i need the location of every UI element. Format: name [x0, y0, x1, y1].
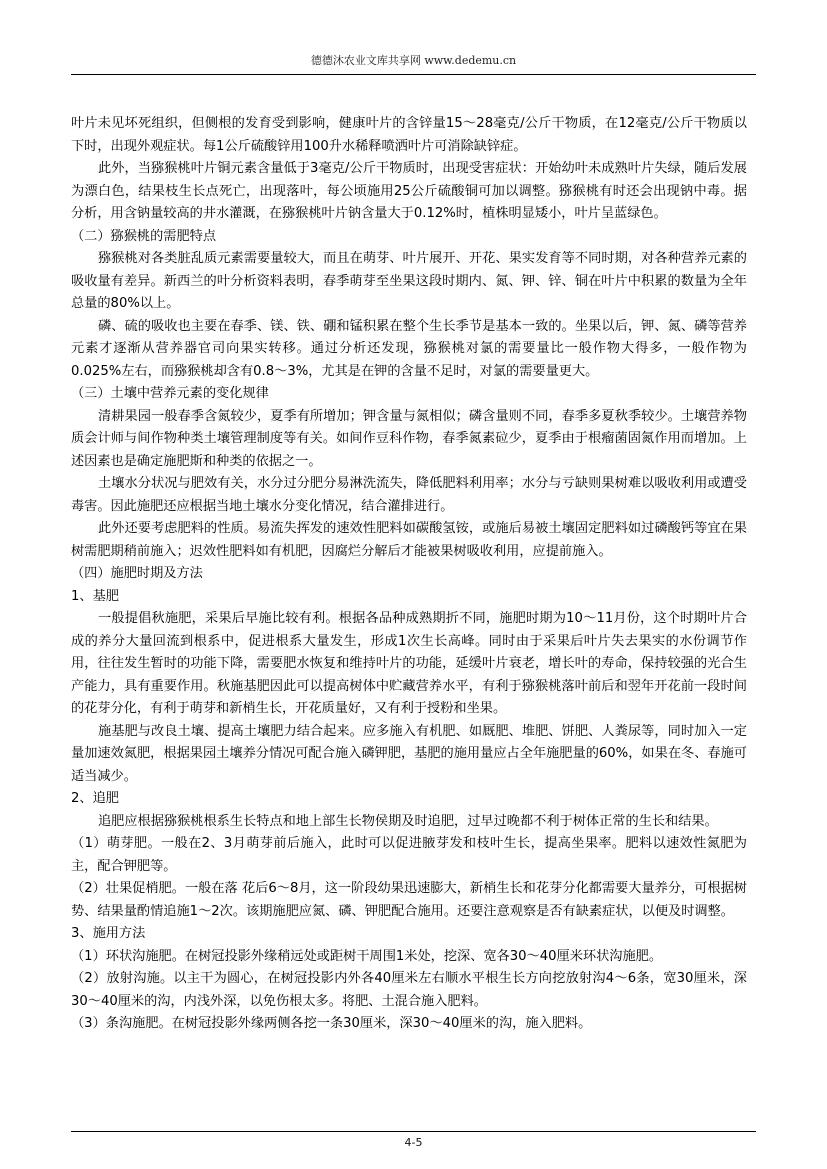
- subsection-heading: 2、追肥: [71, 791, 119, 806]
- section-heading: （二）猕猴桃的需肥特点: [71, 228, 217, 244]
- header-divider: [71, 74, 756, 75]
- list-item: （2）放射沟施。以主干为圆心，在树冠投影内外各40厘米左右顺水平根生长方向挖放射沟4～6条，宽30厘米，深30～40厘米的沟，内浅外深，以免伤根太多。将肥、土混合施入肥料。: [71, 971, 747, 1009]
- paragraph: 清耕果园一般春季含氮较少，夏季有所增加；钾含量与氮相似；磷含量则不同，春季多夏秋季较少。土壤营养物质会计师与间作物种类土壤管理制度等有关。如间作豆科作物，春季氮素砬少，夏季由于根瘤菌固氮作用而增加。上述因素也是确定施肥斯和种类的依据之一。: [71, 408, 747, 469]
- page-number: 4-5: [404, 1136, 423, 1149]
- paragraph: 此外还要考虑肥料的性质。易流失挥发的速效性肥料如碳酸氢铵，或施后易被土壤固定肥料如过磷酸钙等宜在果树需肥期稍前施入；迟效性肥料如有机肥，因腐烂分解后才能被果树吸收利用，应提前施入。: [71, 521, 747, 559]
- paragraph: 追肥应根据猕猴桃根系生长特点和地上部生长物侯期及时追肥，过早过晚都不利于树体正常的生长和结果。: [98, 813, 718, 829]
- paragraph: 土壤水分状况与肥效有关，水分过分肥分易淋洗流失，降低肥料利用率；水分与亏缺则果树难以吸收利用或遭受毒害。因此施肥还应根据当地土壤水分变化情况，结合灌排进行。: [71, 476, 747, 514]
- list-item: （1）萌芽肥。一般在2、3月萌芽前后施入，此时可以促进腋芽发和枝叶生长，提高坐果率。肥料以速效性氮肥为主，配合钾肥等。: [71, 836, 747, 874]
- paragraph: 施基肥与改良土壤、提高土壤肥力结合起来。应多施入有机肥、如厩肥、堆肥、饼肥、人粪尿等，同时加入一定量加速效氮肥，根据果园土壤养分情况可配合施入磷钾肥，基肥的施用量应占全年施肥量的60%，如果在冬、春施可适当减少。: [71, 723, 747, 784]
- section-heading: （四）施肥时期及方法: [71, 566, 203, 581]
- list-item: （3）条沟施肥。在树冠投影外缘两侧各挖一条30厘米，深30～40厘米的沟，施入肥料。: [71, 1016, 592, 1031]
- page-header: 德德沐农业文库共享网 www.dedemu.cn: [310, 54, 517, 67]
- paragraph: 叶片未见坏死组织，但侧根的发育受到影响，健康叶片的含锌量15～28毫克/公斤干物质，在12毫克/公斤干物质以下时，出现外观症状。每1公斤硫酸锌用100升水稀释喷洒叶片可消除缺锌症。: [71, 116, 747, 154]
- subsection-heading: 1、基肥: [71, 588, 119, 604]
- document-body: [71, 113, 747, 1036]
- subsection-heading: 3、施用方法: [71, 926, 146, 941]
- paragraph: 猕猴桃对各类脏乱质元素需要量较大，而且在萌芽、叶片展开、开花、果实发育等不同时期，对各种营养元素的吸收量有差异。新西兰的叶分析资料表明，春季萌芽至坐果这段时期内、氮、钾、锌、铜在叶片中积累的数量为全年总量的80%以上。: [71, 251, 747, 311]
- section-heading: （三）土壤中营养元素的变化规律: [71, 386, 269, 401]
- paragraph: 一般提倡秋施肥，采果后早施比较有利。根据各品种成熟期折不同，施肥时期为10～11月份，这个时期叶片合成的养分大量回流到根系中，促进根系大量发生，形成1次生长高峰。同时由于采果后叶片失去果实的水份调节作用，往往发生暂时的功能下降，需要肥水恢复和维持叶片的功能，延缓叶片衰老，增长叶的寿命，保持较强的光合生产能力，具有重要作用。秋施基肥因此可以提高树体中贮藏营养水平，有利于猕猴桃落叶前后和翌年开花前一段时间的花芽分化，有利于萌芽和新梢生长，开花质量好，又有利于授粉和坐果。: [71, 611, 747, 716]
- paragraph: 此外，当猕猴桃叶片铜元素含量低于3毫克/公斤干物质时，出现受害症状：开始幼叶未成熟叶片失绿，随后发展为漂白色，结果枝生长点死亡，出现落叶，每公顷施用25公斤硫酸铜可加以调整。猕猴桃有时还会出现钠中毒。据分析，用含钠量较高的井水灌溉，在猕猴桃叶片钠含量大于0.12%时，植株明显矮小，叶片呈蓝绿色。: [71, 161, 747, 221]
- list-item: （2）壮果促梢肥。一般在落 花后6～8月，这一阶段幼果迅速膨大，新梢生长和花芽分化都需要大量养分，可根据树势、结果量酌情追施1～2次。该期施肥应氮、磷、钾肥配合施用。还要注意观察是否有缺素症状，以便及时调整。: [71, 881, 747, 919]
- list-item: （1）环状沟施肥。在树冠投影外缘稍远处或距树干周围1米处，挖深、宽各30～40厘米环状沟施肥。: [71, 948, 663, 964]
- paragraph: 磷、硫的吸收也主要在春季、镁、铁、硼和锰积累在整个生长季节是基本一致的。坐果以后，钾、氮、磷等营养元素才逐渐从营养器官司向果实转移。通过分析还发现，猕猴桃对氯的需要量比一般作物大得多，一般作物为0.025%左右，而猕猴桃却含有0.8～3%，尤其是在钾的含量不足时，对氯的需要量更大。: [71, 318, 747, 379]
- footer-divider: [71, 1131, 756, 1132]
